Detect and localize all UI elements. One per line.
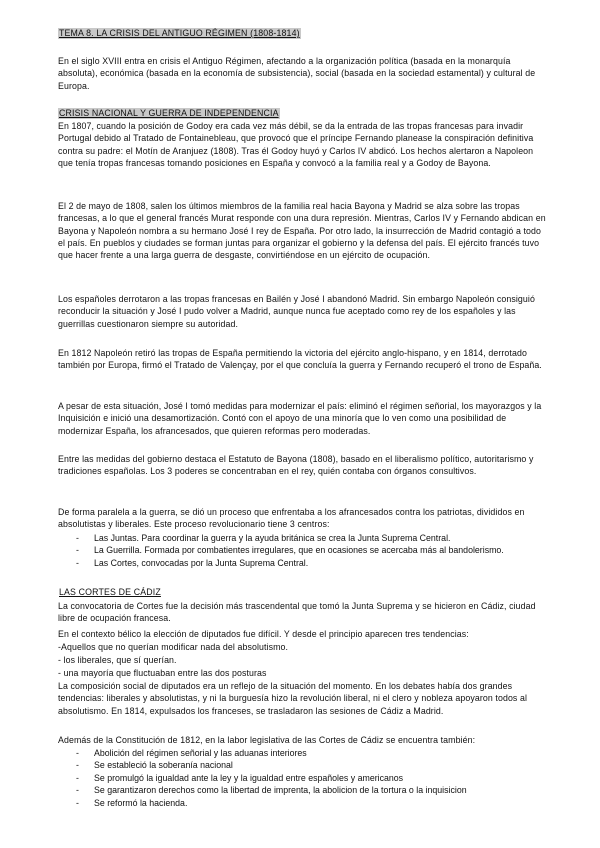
paragraph-jose-i: A pesar de esta situación, José I tomó medidas para modernizar el país: eliminó el régimen señorial, los mayorazgos y la Inquisición e inició una desamortización. Contó con el apoyo de una minoría que lo ven como una posibilidad de modernizar España, los afrancesados, que quieren reformas pero moderadas.: [58, 401, 542, 436]
tendency-absolutists: -Aquellos que no querían modificar nada del absolutismo.: [58, 642, 289, 652]
revolution-centers-list: [58, 532, 548, 569]
paragraph-estatuto-bayona: Entre las medidas del gobierno destaca el Estatuto de Bayona (1808), basado en el liberalismo político, autoritarismo y tradiciones españolas. Los 3 poderes se concentraban en el rey, quién contaba con órganos consultivos.: [58, 454, 534, 477]
section-heading-cortes: LAS CORTES DE CÁDIZ: [59, 587, 161, 597]
list-item-text: Se garantizaron derechos como la libertad de imprenta, la abolicion de la tortura o la inquisicion: [94, 785, 467, 796]
paragraph-2-mayo: El 2 de mayo de 1808, salen los últimos miembros de la familia real hacia Bayona y Madrid se alza sobre las tropas francesas, a lo que el general francés Murat responde con una dura represión. Mientras, Carlos IV y Fernando abdican en Bayona y Napoleón nombra a su hermano José I rey de España. Por otro lado, la insurrección de Madrid contagió a todo el país. En pueblos y ciudades se forman juntas para organizar el gobierno y la defensa del país. El ejército francés tuvo que hacer frente a una larga guerra de desgaste, convirtiéndose en un ejército de ocupación.: [58, 201, 546, 261]
list-marker: -: [76, 557, 79, 568]
paragraph-1812: En 1812 Napoleón retiró las tropas de España permitiendo la victoria del ejército anglo-hispano, y en 1814, derrotado también por Europa, firmó el Tratado de Valençay, por el que concluía la guerra y Fernando recuperó el trono de España.: [58, 348, 542, 371]
paragraph-contexto-belico: En el contexto bélico la elección de diputados fue difícil. Y desde el principio aparecen tres tendencias:: [58, 629, 469, 639]
paragraph-convocatoria: La convocatoria de Cortes fue la decisión más trascendental que tomó la Junta Suprema y se hicieron en Cádiz, ciudad libre de ocupación francesa.: [58, 601, 536, 624]
list-item: [58, 557, 548, 569]
section-heading-crisis: CRISIS NACIONAL Y GUERRA DE INDEPENDENCIA: [59, 108, 279, 118]
list-marker: -: [76, 545, 79, 556]
list-marker: -: [76, 785, 79, 796]
paragraph-proceso-revolucionario: De forma paralela a la guerra, se dió un proceso que enfrentaba a los afrancesados contra los patriotas, divididos en absolutistas y liberales. Este proceso revolucionario tiene 3 centros:: [58, 507, 525, 530]
paragraph-composicion-social: La composición social de diputados era un reflejo de la situación del momento. En los debates había dos grandes tendencias: liberales y absolutistas, y ni la burguesía hizo la revolución liberal, ni el clero y nobleza apoyaron todos al absolutismo. En 1814, expulsados los franceses, se trasladaron las sesiones de Cádiz a Madrid.: [58, 681, 528, 716]
list-item: [58, 532, 548, 544]
list-item-text: Se promulgó la igualdad ante la ley y la igualdad entre españoles y americanos: [94, 772, 404, 783]
list-marker: -: [76, 748, 79, 758]
tendency-majority: - una mayoría que fluctuaban entre las dos posturas: [58, 668, 267, 678]
list-marker: -: [76, 772, 79, 783]
intro-paragraph: En el siglo XVIII entra en crisis el Antiguo Régimen, afectando a la organización política (basada en la monarquía absoluta), económica (basada en la economía de subsistencia), social (basada en la sociedad estamental) y cultural de Europa.: [58, 56, 536, 91]
paragraph-constitucion-1812: Además de la Constitución de 1812, en la labor legislativa de las Cortes de Cádiz se encuentra también:: [58, 735, 476, 745]
list-marker: -: [76, 760, 79, 771]
list-item: [58, 797, 548, 809]
list-item-text: Las Juntas. Para coordinar la guerra y la ayuda británica se crea la Junta Suprema Central.: [94, 533, 451, 543]
cortes-measures-list: [58, 747, 548, 809]
list-marker: -: [76, 797, 79, 808]
paragraph-bailen: Los españoles derrotaron a las tropas francesas en Bailén y José I abandonó Madrid. Sin embargo Napoleón consiguió reconducir la situación y José I pudo volver a Madrid, aunque nunca fue aceptado como rey de los españoles y las guerrillas cuestionaron siempre su autoridad.: [58, 294, 535, 329]
tendency-liberals: - los liberales, que sí querían.: [58, 655, 177, 665]
list-item-text: Las Cortes, convocadas por la Junta Suprema Central.: [94, 557, 309, 568]
list-item: [58, 544, 548, 556]
list-item: [58, 747, 548, 759]
page-title: TEMA 8. LA CRISIS DEL ANTIGUO RÉGIMEN (1808-1814): [59, 28, 300, 38]
list-marker: -: [76, 533, 79, 543]
list-item: [58, 759, 548, 771]
paragraph-1807: En 1807, cuando la posición de Godoy era cada vez más débil, se da la entrada de las tropas francesas para invadir Portugal debido al Tratado de Fontainebleau, que provocó que el príncipe Fernando planease la conspiración definitiva contra su padre: el Motín de Aranjuez (1808). Tras él Godoy huyó y Carlos IV abdicó. Los hechos alertaron a Napoleon que tenía tropas francesas tomando posiciones en España y convocó a la familia real y a Godoy de Bayona.: [58, 121, 534, 168]
list-item: [58, 784, 548, 796]
list-item-text: Se reformó la hacienda.: [94, 797, 188, 808]
list-item-text: Se estableció la soberanía nacional: [94, 760, 233, 771]
list-item-text: La Guerrilla. Formada por combatientes irregulares, que en ocasiones se acercaba más al bandolerismo.: [94, 545, 504, 556]
list-item: [58, 772, 548, 784]
list-item-text: Abolición del régimen señorial y las aduanas interiores: [94, 748, 307, 758]
